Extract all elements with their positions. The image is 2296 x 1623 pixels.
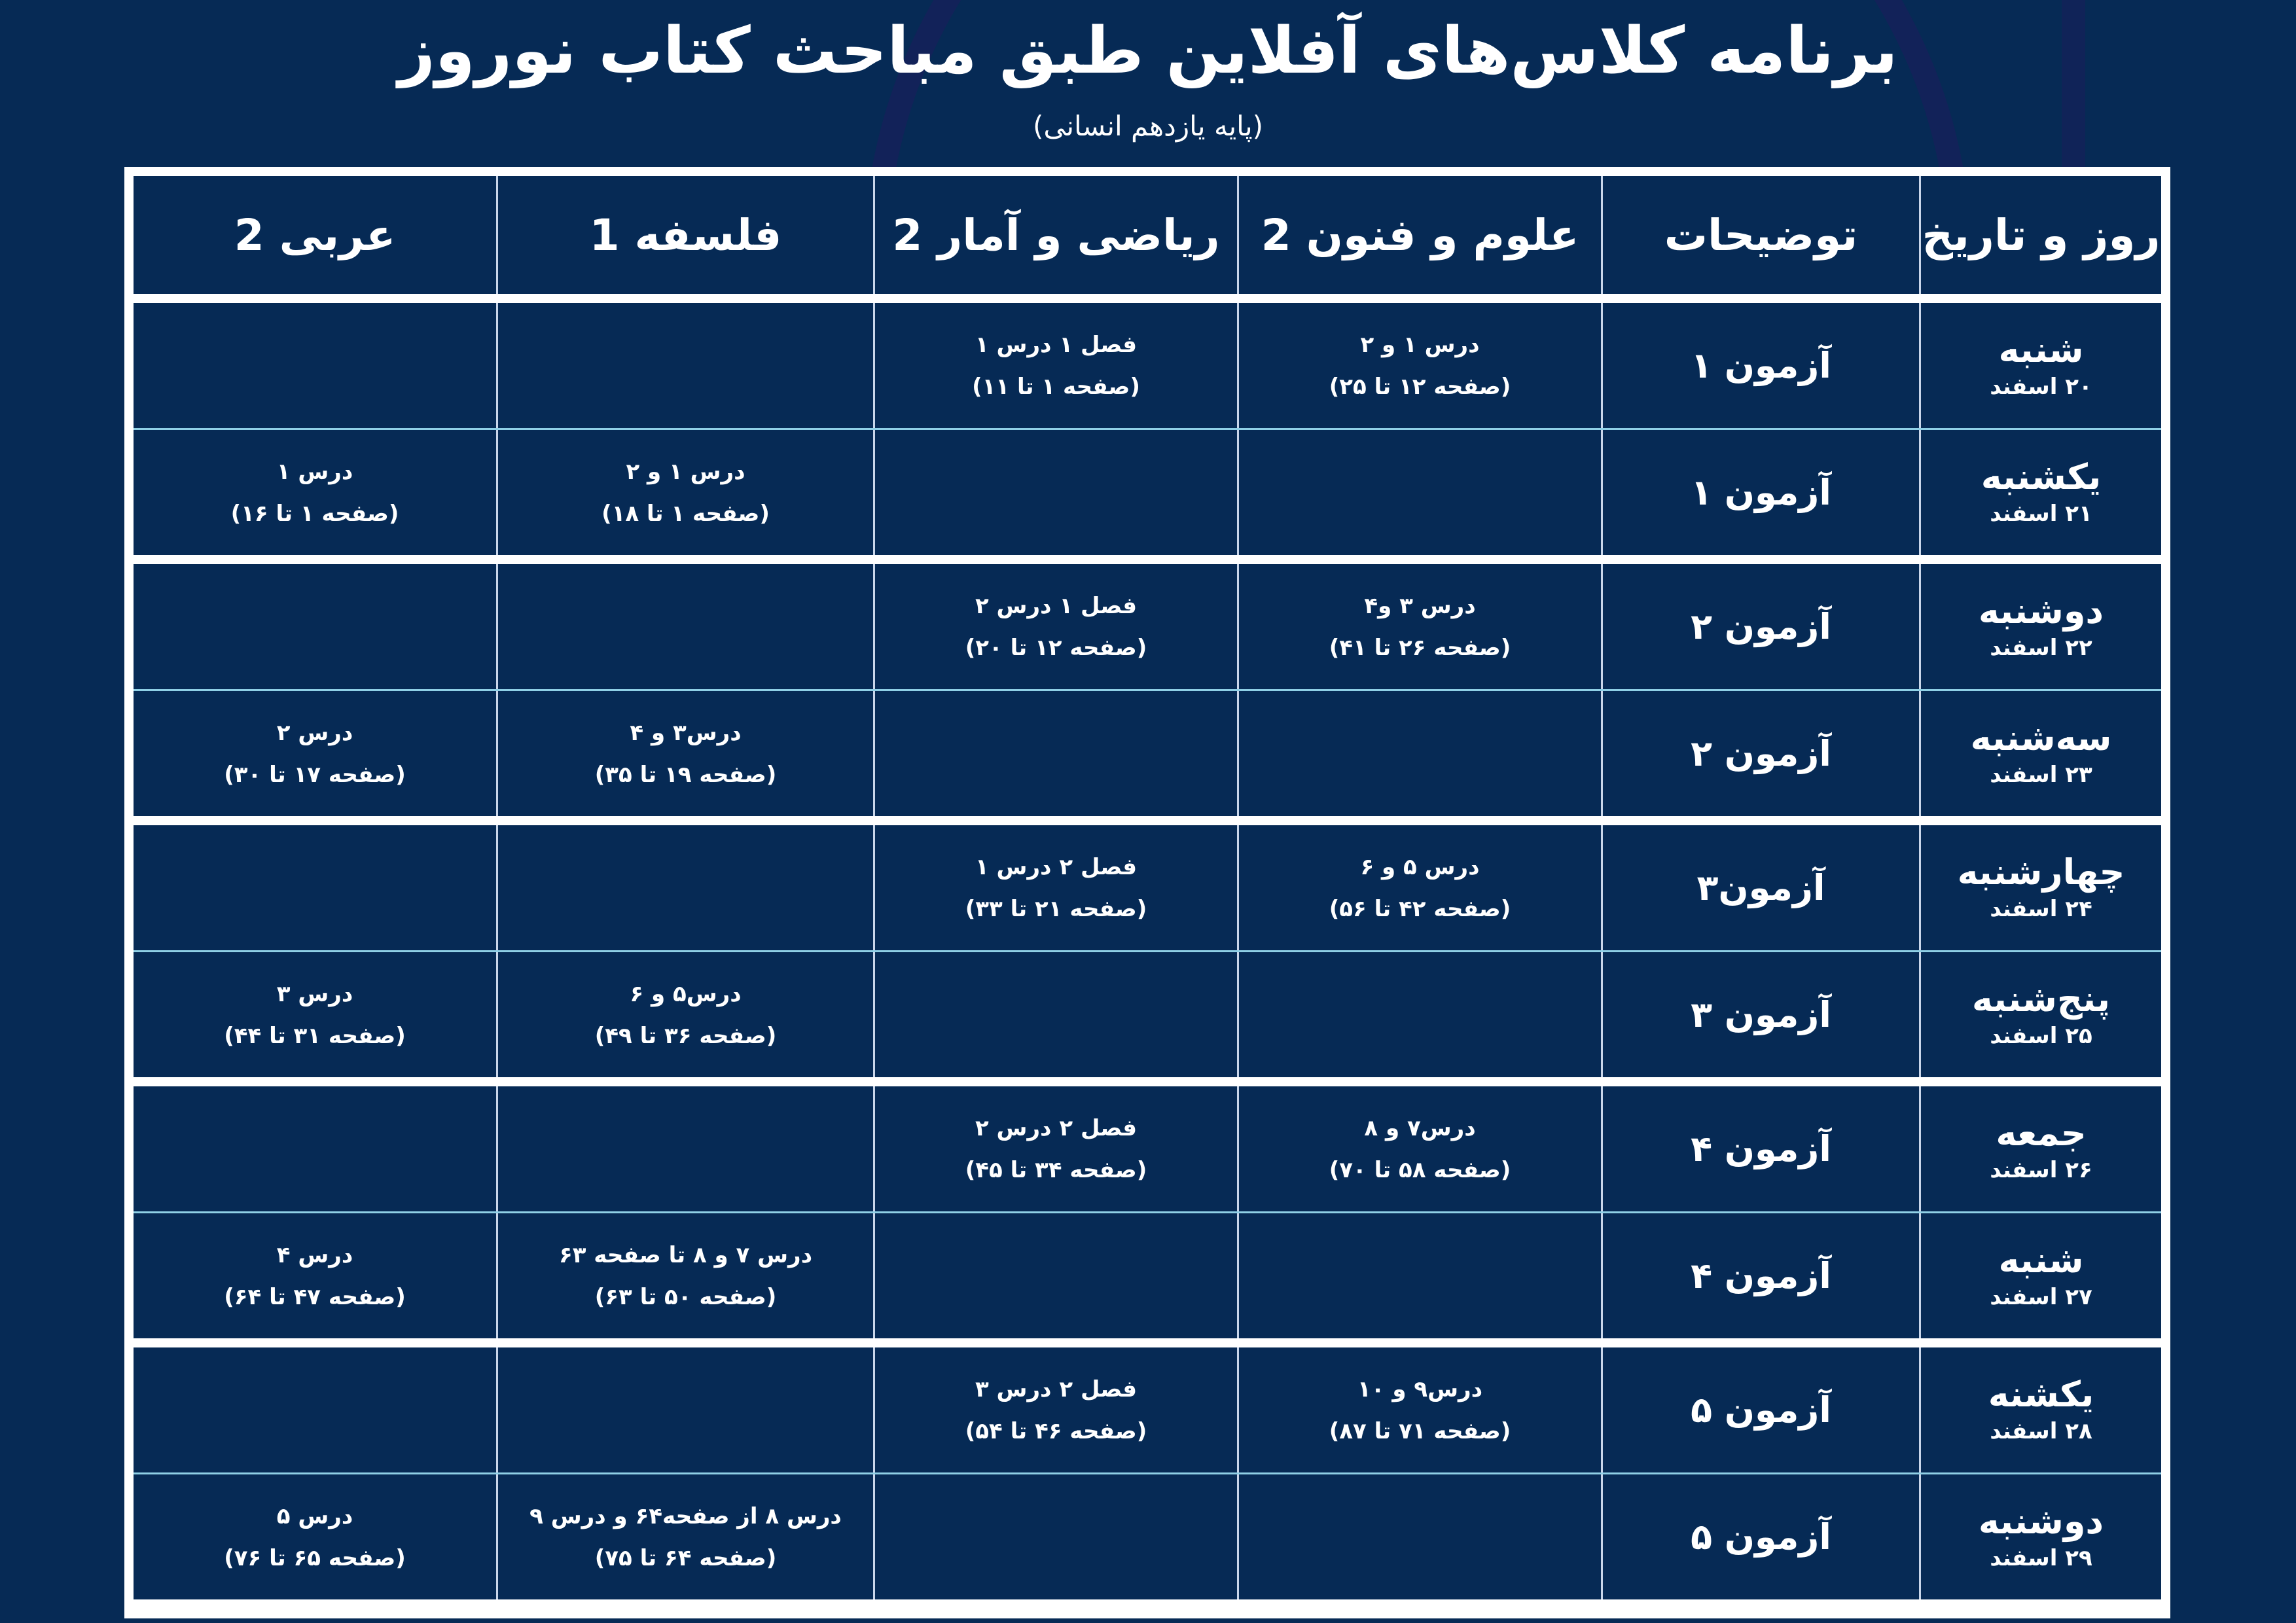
subject-cell bbox=[873, 1086, 1237, 1211]
day-name: سه‌شنبه bbox=[1970, 717, 2112, 758]
description-cell bbox=[1601, 430, 1919, 555]
topic-lesson: درس ۱ bbox=[276, 458, 353, 485]
topic-pages: (صفحه ۱ تا ۱۸) bbox=[601, 500, 770, 527]
header-description: توضیحات bbox=[1601, 176, 1919, 294]
subject-cell bbox=[496, 1474, 873, 1599]
day-name: یکشنه bbox=[1988, 1373, 2094, 1415]
topic-pages: (صفحه ۷۱ تا ۸۷) bbox=[1329, 1418, 1511, 1444]
subject-cell bbox=[873, 952, 1237, 1077]
date-label: ۲۶ اسفند bbox=[1990, 1156, 2092, 1183]
topic-pages: (صفحه ۱ تا ۱۱) bbox=[972, 373, 1140, 400]
subject-cell bbox=[1237, 430, 1601, 555]
exam-label: آزمون۳ bbox=[1696, 867, 1825, 908]
subject-cell bbox=[873, 691, 1237, 816]
topic-pages: (صفحه ۱۲ تا ۲۵) bbox=[1329, 373, 1511, 400]
schedule-table bbox=[124, 167, 2170, 1618]
topic-pages: (صفحه ۱ تا ۱۶) bbox=[230, 500, 399, 527]
exam-label: آزمون ۳ bbox=[1691, 994, 1831, 1035]
header-subject-1: علوم و فنون 2 bbox=[1237, 176, 1601, 294]
topic-lesson: درس ۳ و۴ bbox=[1364, 592, 1476, 619]
day-name: دوشنبه bbox=[1978, 590, 2104, 632]
subject-cell bbox=[496, 1086, 873, 1211]
subject-cell bbox=[134, 430, 496, 555]
topic-lesson: درس۵ و ۶ bbox=[630, 980, 742, 1007]
topic-pages: (صفحه ۱۹ تا ۳۵) bbox=[594, 761, 777, 788]
day-name: یکشنبه bbox=[1981, 455, 2102, 497]
exam-label: آزمون ۱ bbox=[1691, 345, 1831, 386]
subject-cell bbox=[1237, 825, 1601, 950]
subject-cell bbox=[496, 303, 873, 428]
description-cell bbox=[1601, 1474, 1919, 1599]
topic-pages: (صفحه ۳۱ تا ۴۴) bbox=[224, 1022, 406, 1049]
row-separator bbox=[134, 1077, 2161, 1086]
subject-cell bbox=[134, 303, 496, 428]
topic-pages: (صفحه ۳۶ تا ۴۹) bbox=[594, 1022, 777, 1049]
subject-cell bbox=[1237, 1474, 1601, 1599]
topic-pages: (صفحه ۶۴ تا ۷۵) bbox=[594, 1544, 777, 1571]
subject-cell bbox=[1237, 1086, 1601, 1211]
subject-cell bbox=[873, 825, 1237, 950]
day-name: پنج‌شنبه bbox=[1971, 978, 2111, 1020]
date-label: ۲۰ اسفند bbox=[1990, 373, 2092, 400]
day-date-cell bbox=[1919, 691, 2161, 816]
topic-lesson: درس۳ و ۴ bbox=[630, 719, 742, 746]
header-subject-2: ریاضی و آمار 2 bbox=[873, 176, 1237, 294]
subject-cell bbox=[496, 825, 873, 950]
subject-cell bbox=[1237, 952, 1601, 1077]
topic-lesson: درس ۳ bbox=[276, 980, 353, 1007]
topic-lesson: درس ۴ bbox=[276, 1241, 353, 1268]
subject-cell bbox=[496, 691, 873, 816]
page-title: برنامه کلاس‌های آفلاین طبق مباحث کتاب نوروز bbox=[398, 14, 1898, 88]
day-date-cell bbox=[1919, 564, 2161, 689]
row-separator bbox=[134, 555, 2161, 564]
exam-label: آزمون ۴ bbox=[1691, 1255, 1831, 1296]
day-name: شنبه bbox=[1998, 329, 2084, 370]
date-label: ۲۹ اسفند bbox=[1990, 1544, 2092, 1571]
subject-cell bbox=[496, 1347, 873, 1472]
subject-cell bbox=[873, 1213, 1237, 1338]
subject-cell bbox=[134, 952, 496, 1077]
subject-cell bbox=[134, 1347, 496, 1472]
topic-pages: (صفحه ۶۵ تا ۷۶) bbox=[224, 1544, 406, 1571]
topic-pages: (صفحه ۴۶ تا ۵۴) bbox=[965, 1418, 1147, 1444]
schedule-grid bbox=[134, 176, 2161, 1609]
subject-cell bbox=[1237, 303, 1601, 428]
row-separator bbox=[134, 816, 2161, 825]
topic-lesson: فصل ۲ درس ۳ bbox=[975, 1376, 1138, 1402]
topic-lesson: درس ۷ و ۸ تا صفحه ۶۳ bbox=[558, 1241, 813, 1268]
exam-label: آزمون ۱ bbox=[1691, 472, 1831, 513]
topic-pages: (صفحه ۵۰ تا ۶۳) bbox=[594, 1283, 777, 1310]
exam-label: آزمون ۵ bbox=[1691, 1389, 1831, 1431]
exam-label: آزمون ۲ bbox=[1691, 606, 1831, 647]
day-name: دوشنبه bbox=[1978, 1500, 2104, 1542]
subject-cell bbox=[1237, 1213, 1601, 1338]
subject-cell bbox=[134, 1213, 496, 1338]
subject-cell bbox=[496, 430, 873, 555]
subject-cell bbox=[873, 1347, 1237, 1472]
topic-pages: (صفحه ۲۶ تا ۴۱) bbox=[1329, 634, 1511, 661]
date-label: ۲۱ اسفند bbox=[1990, 500, 2092, 527]
topic-lesson: درس ۵ bbox=[276, 1503, 353, 1529]
topic-lesson: درس ۱ و ۲ bbox=[626, 458, 745, 485]
row-separator bbox=[134, 1338, 2161, 1347]
topic-pages: (صفحه ۱۲ تا ۲۰) bbox=[965, 634, 1147, 661]
topic-pages: (صفحه ۲۱ تا ۳۳) bbox=[965, 895, 1147, 922]
description-cell bbox=[1601, 1347, 1919, 1472]
description-cell bbox=[1601, 1213, 1919, 1338]
day-date-cell bbox=[1919, 1213, 2161, 1338]
topic-lesson: درس ۱ و ۲ bbox=[1360, 331, 1480, 358]
subject-cell bbox=[496, 564, 873, 689]
topic-pages: (صفحه ۵۸ تا ۷۰) bbox=[1329, 1156, 1511, 1183]
subject-cell bbox=[496, 1213, 873, 1338]
day-date-cell bbox=[1919, 303, 2161, 428]
day-date-cell bbox=[1919, 952, 2161, 1077]
date-label: ۲۷ اسفند bbox=[1990, 1283, 2092, 1310]
date-label: ۲۸ اسفند bbox=[1990, 1418, 2092, 1444]
header-day-date: روز و تاریخ bbox=[1919, 176, 2161, 294]
page-subtitle: (پایه یازدهم انسانی) bbox=[1032, 110, 1264, 142]
subject-cell bbox=[873, 1474, 1237, 1599]
day-name: چهارشنبه bbox=[1957, 851, 2125, 893]
description-cell bbox=[1601, 303, 1919, 428]
topic-lesson: درس ۸ از صفحه۶۴ و درس ۹ bbox=[529, 1503, 842, 1529]
topic-lesson: فصل ۲ درس ۲ bbox=[975, 1115, 1138, 1141]
date-label: ۲۳ اسفند bbox=[1990, 761, 2092, 788]
subject-cell bbox=[1237, 564, 1601, 689]
exam-label: آزمون ۵ bbox=[1691, 1516, 1831, 1558]
day-date-cell bbox=[1919, 825, 2161, 950]
header-subject-4: عربی 2 bbox=[134, 176, 496, 294]
day-name: شنبه bbox=[1998, 1239, 2084, 1281]
subject-cell bbox=[1237, 691, 1601, 816]
description-cell bbox=[1601, 564, 1919, 689]
topic-lesson: فصل ۲ درس ۱ bbox=[975, 853, 1138, 880]
topic-lesson: درس۹ و ۱۰ bbox=[1357, 1376, 1483, 1402]
topic-pages: (صفحه ۴۲ تا ۵۶) bbox=[1329, 895, 1511, 922]
topic-lesson: فصل ۱ درس ۲ bbox=[975, 592, 1138, 619]
row-separator bbox=[134, 1599, 2161, 1609]
subject-cell bbox=[873, 564, 1237, 689]
date-label: ۲۲ اسفند bbox=[1990, 634, 2092, 661]
subject-cell bbox=[873, 430, 1237, 555]
subject-cell bbox=[1237, 1347, 1601, 1472]
topic-pages: (صفحه ۱۷ تا ۳۰) bbox=[224, 761, 406, 788]
day-date-cell bbox=[1919, 430, 2161, 555]
description-cell bbox=[1601, 1086, 1919, 1211]
topic-lesson: درس ۲ bbox=[276, 719, 353, 746]
day-date-cell bbox=[1919, 1474, 2161, 1599]
subject-cell bbox=[496, 952, 873, 1077]
row-separator bbox=[134, 294, 2161, 303]
date-label: ۲۵ اسفند bbox=[1990, 1022, 2092, 1049]
day-date-cell bbox=[1919, 1086, 2161, 1211]
day-date-cell bbox=[1919, 1347, 2161, 1472]
topic-lesson: درس۷ و ۸ bbox=[1364, 1115, 1476, 1141]
exam-label: آزمون ۲ bbox=[1691, 733, 1831, 774]
subject-cell bbox=[134, 825, 496, 950]
description-cell bbox=[1601, 691, 1919, 816]
subject-cell bbox=[134, 691, 496, 816]
topic-lesson: فصل ۱ درس ۱ bbox=[975, 331, 1138, 358]
topic-pages: (صفحه ۳۴ تا ۴۵) bbox=[965, 1156, 1147, 1183]
day-name: جمعه bbox=[1996, 1112, 2087, 1154]
description-cell bbox=[1601, 825, 1919, 950]
subject-cell bbox=[134, 1086, 496, 1211]
topic-pages: (صفحه ۴۷ تا ۶۴) bbox=[224, 1283, 406, 1310]
header-subject-3: فلسفه 1 bbox=[496, 176, 873, 294]
subject-cell bbox=[134, 564, 496, 689]
exam-label: آزمون ۴ bbox=[1691, 1128, 1831, 1169]
description-cell bbox=[1601, 952, 1919, 1077]
topic-lesson: درس ۵ و ۶ bbox=[1360, 853, 1480, 880]
date-label: ۲۴ اسفند bbox=[1990, 895, 2092, 922]
subject-cell bbox=[873, 303, 1237, 428]
subject-cell bbox=[134, 1474, 496, 1599]
